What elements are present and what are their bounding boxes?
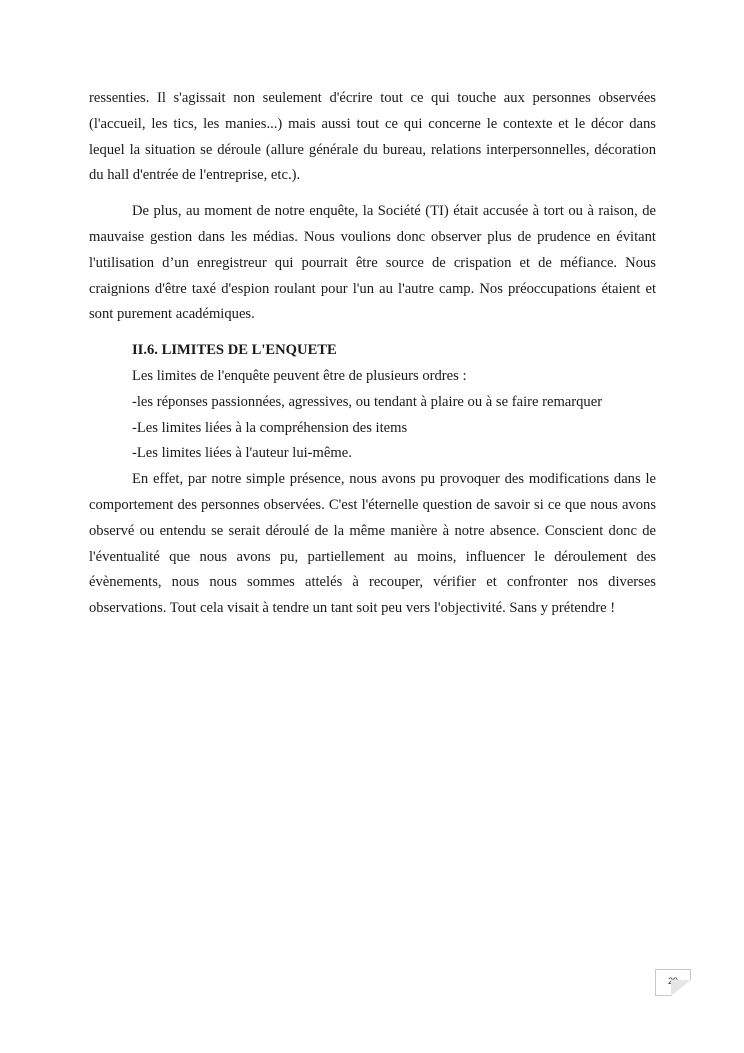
paragraph-continued: ressenties. Il s'agissait non seulement d'écrire tout ce qui touche aux personnes observées (l'accueil, les tics, les manies...) mais aussi tout ce qui concerne le contexte et le décor dans lequel la situation se déroule (allure générale du bureau, relations interpersonnelles, décoration du hall d'entrée de l'entreprise, etc.). xyxy=(89,90,656,184)
list-item: -Les limites liées à la compréhension des items xyxy=(132,419,408,436)
list-item: -Les limites liées à l'auteur lui-même. xyxy=(132,445,352,462)
page-number: 29 xyxy=(668,976,679,986)
page-number-badge xyxy=(655,969,691,996)
paragraph-context: De plus, au moment de notre enquête, la Société (TI) était accusée à tort ou à raison, de mauvaise gestion dans les médias. Nous voulions donc observer plus de prudence en évitant l'utilisation d’un enregistreur qui pourrait être source de crispation et de méfiance. Nous craignions d'être taxé d'espion roulant pour l'un au l'autre camp. Nos préoccupations étaient et sont purement académiques. xyxy=(89,203,656,323)
list-item: -les réponses passionnées, agressives, ou tendant à plaire ou à se faire remarquer xyxy=(132,393,603,410)
paragraph-closing: En effet, par notre simple présence, nous avons pu provoquer des modifications dans le comportement des personnes observées. C'est l'éternelle question de savoir si ce que nous avons observé ou entendu se serait déroulé de la même manière à notre absence. Conscient donc de l'éventualité que nous avons pu, partiellement au moins, influencer le déroulement des évènements, nous nous sommes attelés à recouper, vérifier et confronter nos diverses observations. Tout cela visait à tendre un tant soit peu vers l'objectivité. Sans y prétendre ! xyxy=(89,471,656,617)
page-body xyxy=(89,86,656,622)
section-intro: Les limites de l'enquête peuvent être de plusieurs ordres : xyxy=(132,367,467,384)
page-curl-icon xyxy=(671,980,691,996)
section-heading: II.6. LIMITES DE L'ENQUETE xyxy=(132,342,337,359)
